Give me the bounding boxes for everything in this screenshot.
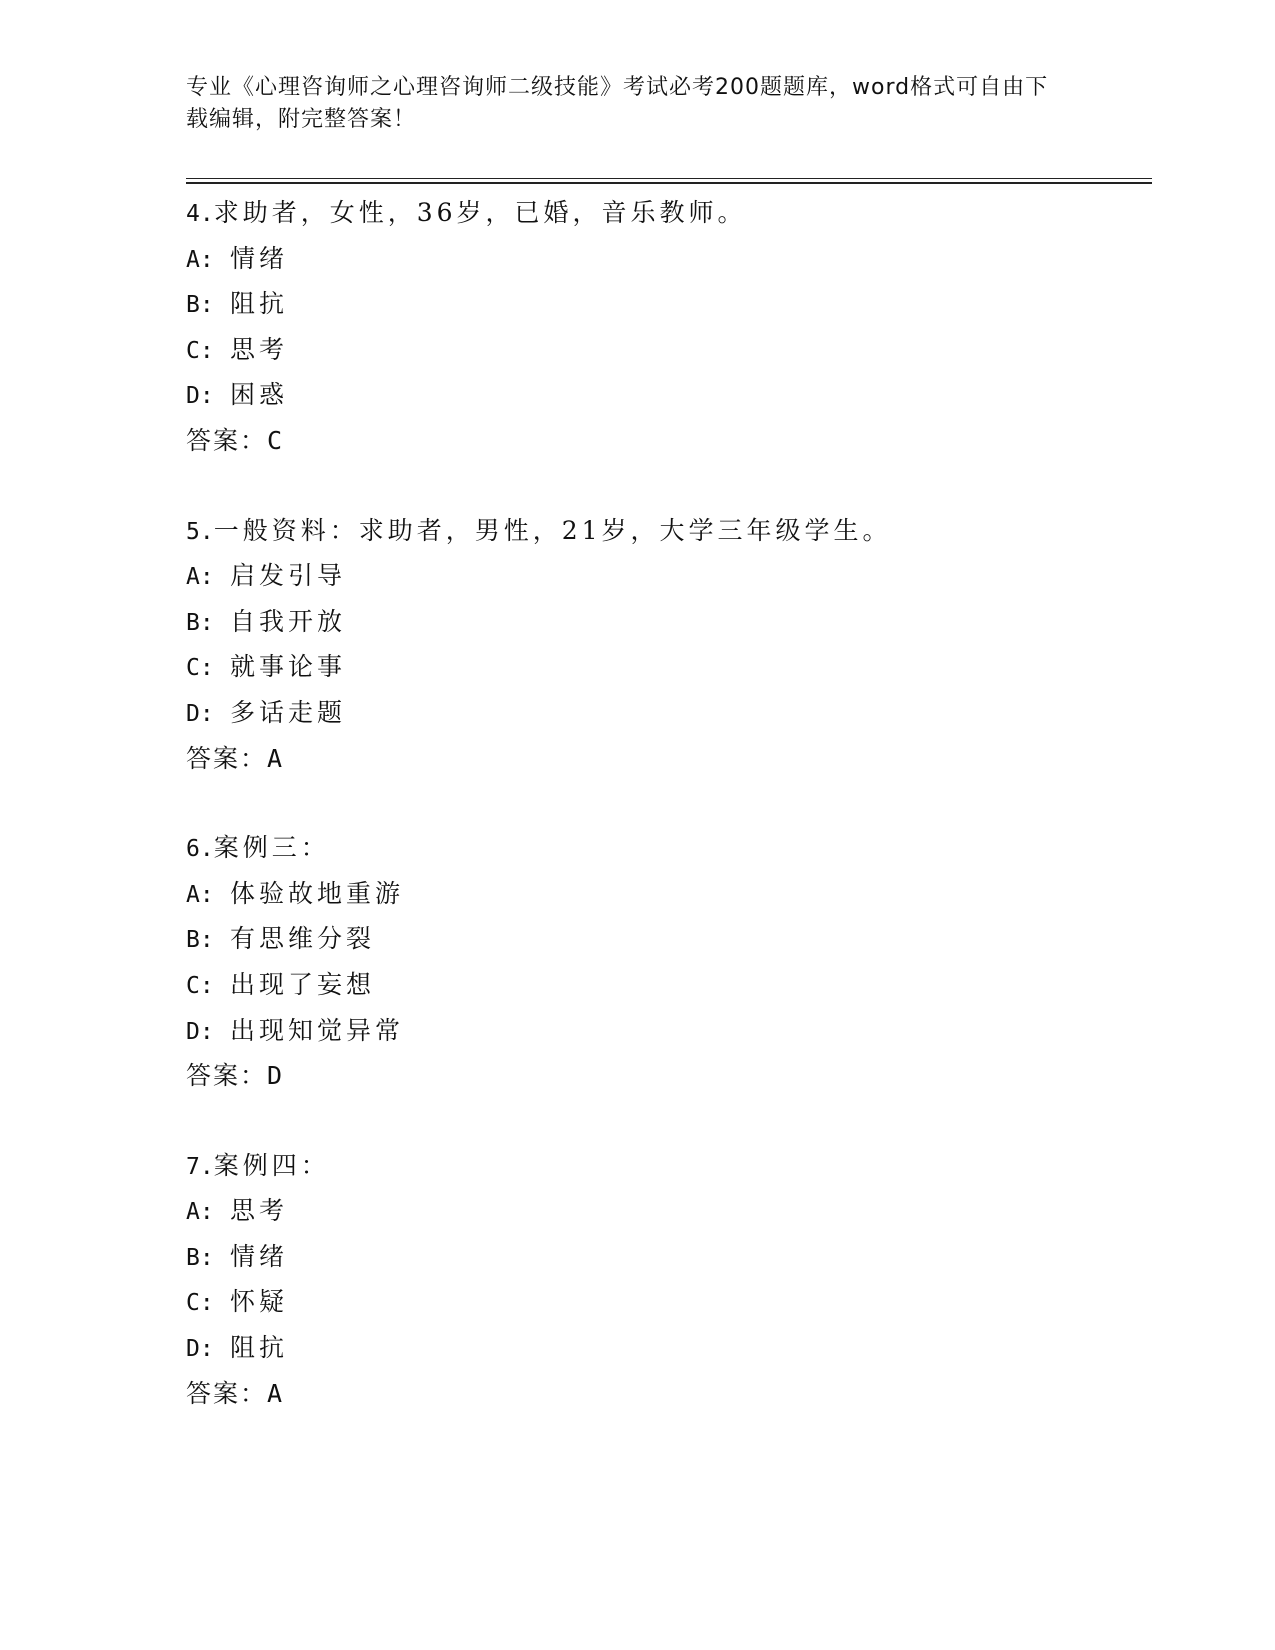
- option-text: 体验故地重游: [230, 878, 405, 908]
- option-key: C:: [186, 337, 214, 364]
- option-a: [186, 1188, 1146, 1234]
- option-key: B:: [186, 1244, 214, 1271]
- question-text: 案例三：: [213, 833, 330, 863]
- option-key: C:: [186, 972, 214, 999]
- answer-value: D: [267, 1061, 283, 1091]
- answer-line: [186, 736, 1146, 782]
- option-key: C:: [186, 1290, 214, 1317]
- option-b: [186, 599, 1146, 645]
- option-key: C:: [186, 655, 214, 682]
- option-text: 有思维分裂: [230, 924, 376, 954]
- option-text: 自我开放: [230, 606, 347, 636]
- question-item: [186, 825, 1146, 1099]
- question-text: 案例四：: [213, 1150, 330, 1180]
- divider-line: [186, 178, 1152, 179]
- option-text: 怀疑: [230, 1287, 289, 1317]
- answer-label: 答案：: [186, 425, 268, 455]
- option-c: [186, 327, 1146, 373]
- option-text: 思考: [230, 334, 289, 364]
- option-c: [186, 962, 1146, 1008]
- answer-label: 答案：: [186, 1378, 268, 1408]
- answer-line: [186, 1053, 1146, 1099]
- answer-value: A: [267, 1378, 283, 1408]
- option-a: [186, 553, 1146, 599]
- answer-line: [186, 418, 1146, 464]
- question-text: 求助者，女性，36岁，已婚，音乐教师。: [213, 198, 747, 227]
- question-item: [186, 1143, 1146, 1417]
- question-item: [186, 508, 1146, 782]
- option-c: [186, 1279, 1146, 1325]
- question-stem: [186, 508, 1146, 554]
- option-key: D:: [186, 1018, 214, 1045]
- question-number: 4.: [186, 201, 214, 227]
- option-text: 多话走题: [230, 697, 347, 727]
- option-d: [186, 372, 1146, 418]
- document-intro: 专业《心理咨询师之心理咨询师二级技能》考试必考200题题库，word格式可自由下载编辑，附完整答案！: [186, 75, 1049, 132]
- option-d: [186, 690, 1146, 736]
- option-key: D:: [186, 1336, 214, 1363]
- answer-value: C: [267, 425, 283, 455]
- question-text: 一般资料：求助者，男性，21岁，大学三年级学生。: [213, 515, 892, 545]
- option-b: [186, 1234, 1146, 1280]
- answer-label: 答案：: [186, 743, 268, 773]
- divider-line: [186, 182, 1152, 184]
- option-b: [186, 281, 1146, 327]
- option-text: 困惑: [230, 380, 289, 410]
- option-d: [186, 1325, 1146, 1371]
- option-text: 思考: [230, 1196, 289, 1226]
- question-number: 5.: [186, 518, 214, 545]
- option-text: 情绪: [230, 1241, 289, 1271]
- question-number: 6.: [186, 836, 214, 863]
- answer-line: [186, 1371, 1146, 1417]
- option-c: [186, 644, 1146, 690]
- question-item: [186, 190, 1146, 464]
- option-key: A:: [186, 564, 214, 591]
- question-stem: [186, 1143, 1146, 1189]
- question-number: 7.: [186, 1153, 214, 1180]
- option-text: 阻抗: [230, 289, 289, 319]
- question-list: [186, 190, 1146, 1460]
- question-stem: [186, 190, 1146, 236]
- option-key: A:: [186, 246, 214, 273]
- option-text: 情绪: [230, 243, 289, 273]
- option-a: [186, 236, 1146, 282]
- option-text: 出现了妄想: [230, 969, 376, 999]
- option-key: B:: [186, 609, 214, 636]
- option-key: B:: [186, 292, 214, 319]
- option-d: [186, 1008, 1146, 1054]
- option-key: D:: [186, 700, 214, 727]
- option-text: 出现知觉异常: [230, 1015, 405, 1045]
- option-text: 阻抗: [230, 1333, 289, 1363]
- option-text: 就事论事: [230, 652, 347, 682]
- answer-label: 答案：: [186, 1061, 268, 1091]
- option-text: 启发引导: [230, 561, 347, 591]
- option-key: A:: [186, 1199, 214, 1226]
- option-a: [186, 871, 1146, 917]
- option-key: B:: [186, 927, 214, 954]
- option-key: D:: [186, 383, 214, 410]
- question-stem: [186, 825, 1146, 871]
- option-b: [186, 916, 1146, 962]
- answer-value: A: [267, 743, 283, 773]
- option-key: A:: [186, 881, 214, 908]
